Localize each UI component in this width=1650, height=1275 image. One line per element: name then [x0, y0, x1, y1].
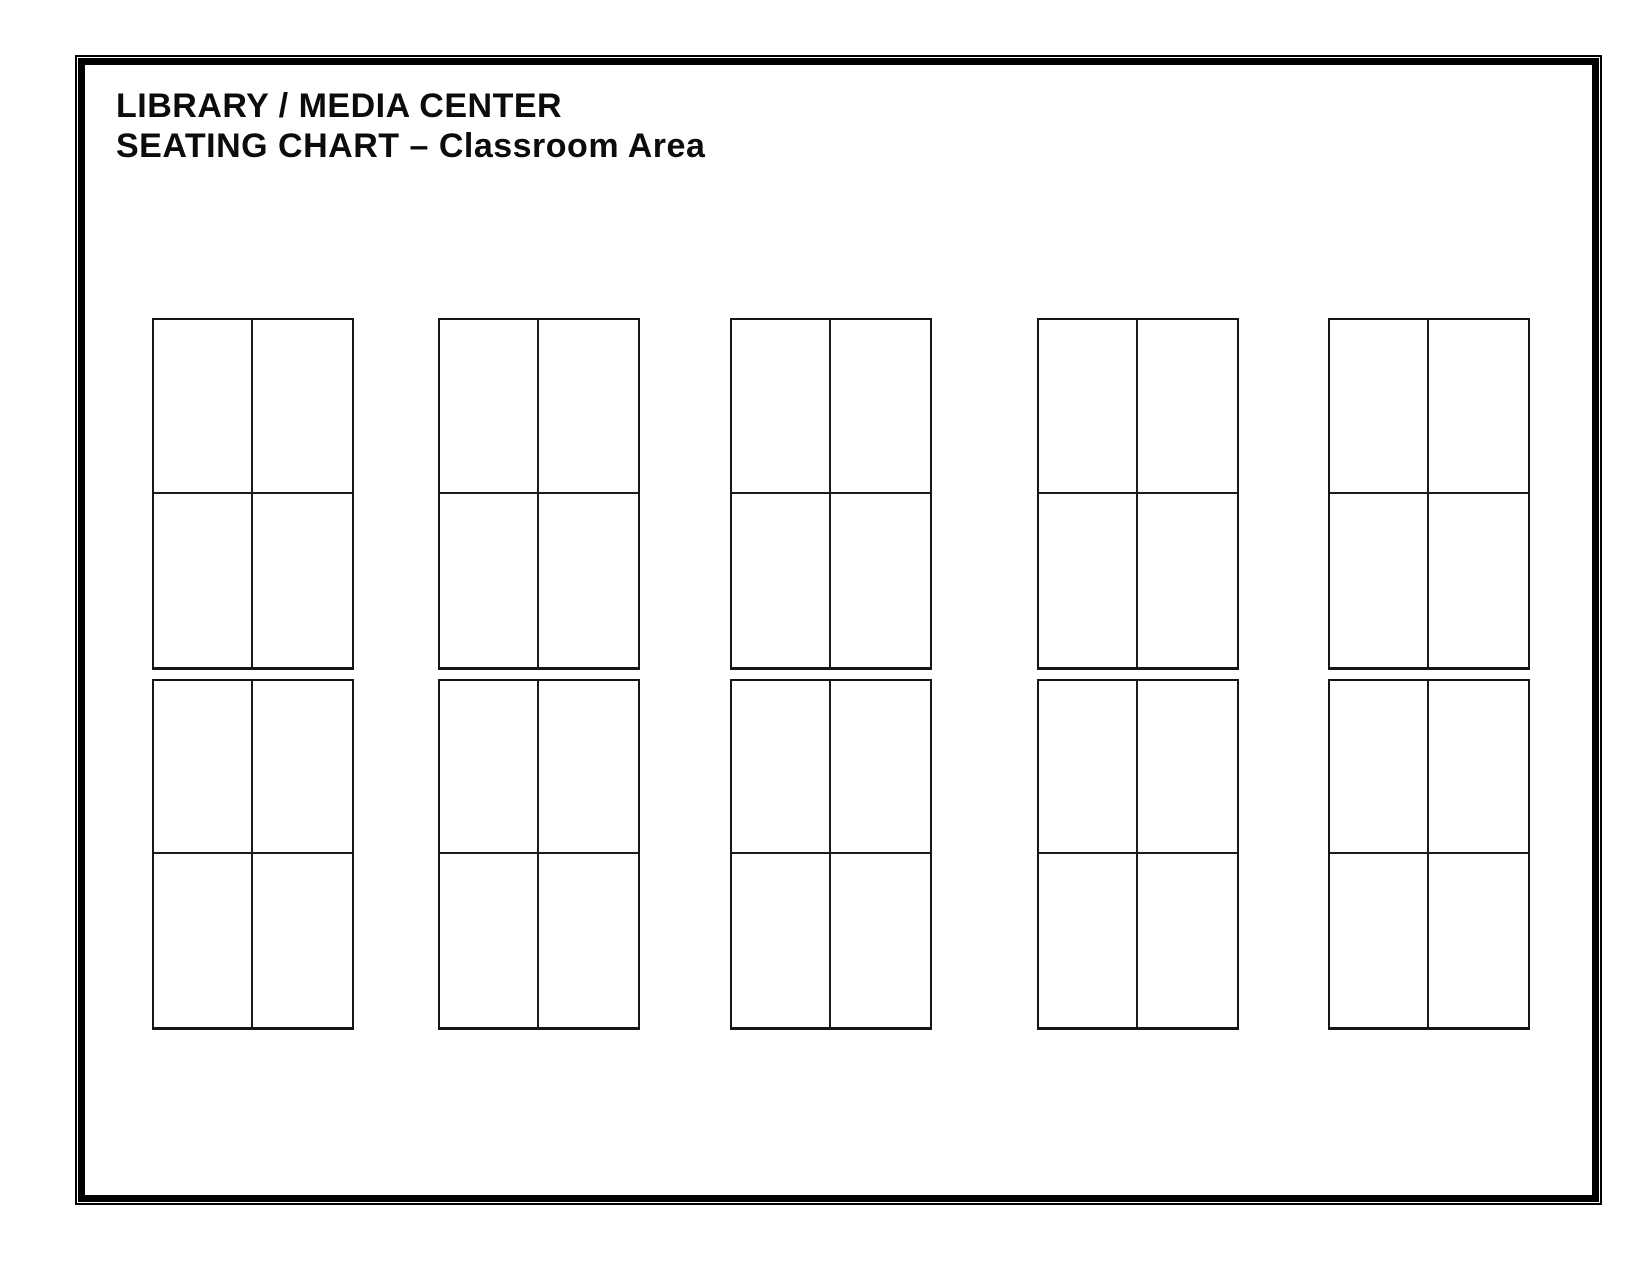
table-r1-c1-seat-2[interactable]	[253, 320, 352, 494]
table-r1-c4-seat-4[interactable]	[1138, 494, 1237, 668]
table-r2-c1-seat-1[interactable]	[154, 681, 253, 854]
table-r1-c5-seat-4[interactable]	[1429, 494, 1528, 668]
table-r1-c1-seat-3[interactable]	[154, 494, 253, 668]
table-r2-c4-seat-4[interactable]	[1138, 854, 1237, 1027]
table-r1-c4-seat-3[interactable]	[1039, 494, 1138, 668]
table-r2-c2-seat-3[interactable]	[440, 854, 539, 1027]
table-r1-c3-seat-4[interactable]	[831, 494, 930, 668]
table-r2-c5	[1328, 679, 1530, 1030]
table-r1-c5-seat-3[interactable]	[1330, 494, 1429, 668]
table-r2-c3-seat-3[interactable]	[732, 854, 831, 1027]
table-r1-c1-seat-4[interactable]	[253, 494, 352, 668]
table-r1-c2-seat-2[interactable]	[539, 320, 638, 494]
table-r2-c1-seat-4[interactable]	[253, 854, 352, 1027]
table-r2-c2-seat-4[interactable]	[539, 854, 638, 1027]
table-r2-c3-seat-2[interactable]	[831, 681, 930, 854]
table-r2-c4-seat-2[interactable]	[1138, 681, 1237, 854]
table-r1-c4-seat-1[interactable]	[1039, 320, 1138, 494]
table-r2-c1-seat-2[interactable]	[253, 681, 352, 854]
title-line-2: SEATING CHART – Classroom Area	[116, 127, 706, 165]
table-r1-c3-seat-3[interactable]	[732, 494, 831, 668]
table-r1-c3-seat-2[interactable]	[831, 320, 930, 494]
table-r2-c5-seat-1[interactable]	[1330, 681, 1429, 854]
table-r1-c2-seat-4[interactable]	[539, 494, 638, 668]
table-r1-c4-seat-2[interactable]	[1138, 320, 1237, 494]
table-r2-c4	[1037, 679, 1239, 1030]
table-r1-c1-seat-1[interactable]	[154, 320, 253, 494]
table-r2-c2-seat-1[interactable]	[440, 681, 539, 854]
table-r1-c2-seat-1[interactable]	[440, 320, 539, 494]
table-r2-c5-seat-2[interactable]	[1429, 681, 1528, 854]
table-r2-c3-seat-1[interactable]	[732, 681, 831, 854]
table-r2-c4-seat-1[interactable]	[1039, 681, 1138, 854]
table-r1-c5-seat-1[interactable]	[1330, 320, 1429, 494]
table-r1-c3-seat-1[interactable]	[732, 320, 831, 494]
table-r2-c1	[152, 679, 354, 1030]
title-line-1: LIBRARY / MEDIA CENTER	[116, 87, 563, 125]
table-r2-c2	[438, 679, 640, 1030]
table-r1-c3	[730, 318, 932, 670]
table-r1-c2-seat-3[interactable]	[440, 494, 539, 668]
table-r2-c1-seat-3[interactable]	[154, 854, 253, 1027]
table-r1-c1	[152, 318, 354, 670]
table-r2-c5-seat-3[interactable]	[1330, 854, 1429, 1027]
table-r2-c4-seat-3[interactable]	[1039, 854, 1138, 1027]
table-r1-c5-seat-2[interactable]	[1429, 320, 1528, 494]
table-r1-c2	[438, 318, 640, 670]
table-r2-c3-seat-4[interactable]	[831, 854, 930, 1027]
table-r1-c4	[1037, 318, 1239, 670]
table-r2-c2-seat-2[interactable]	[539, 681, 638, 854]
table-r2-c5-seat-4[interactable]	[1429, 854, 1528, 1027]
table-r2-c3	[730, 679, 932, 1030]
table-r1-c5	[1328, 318, 1530, 670]
